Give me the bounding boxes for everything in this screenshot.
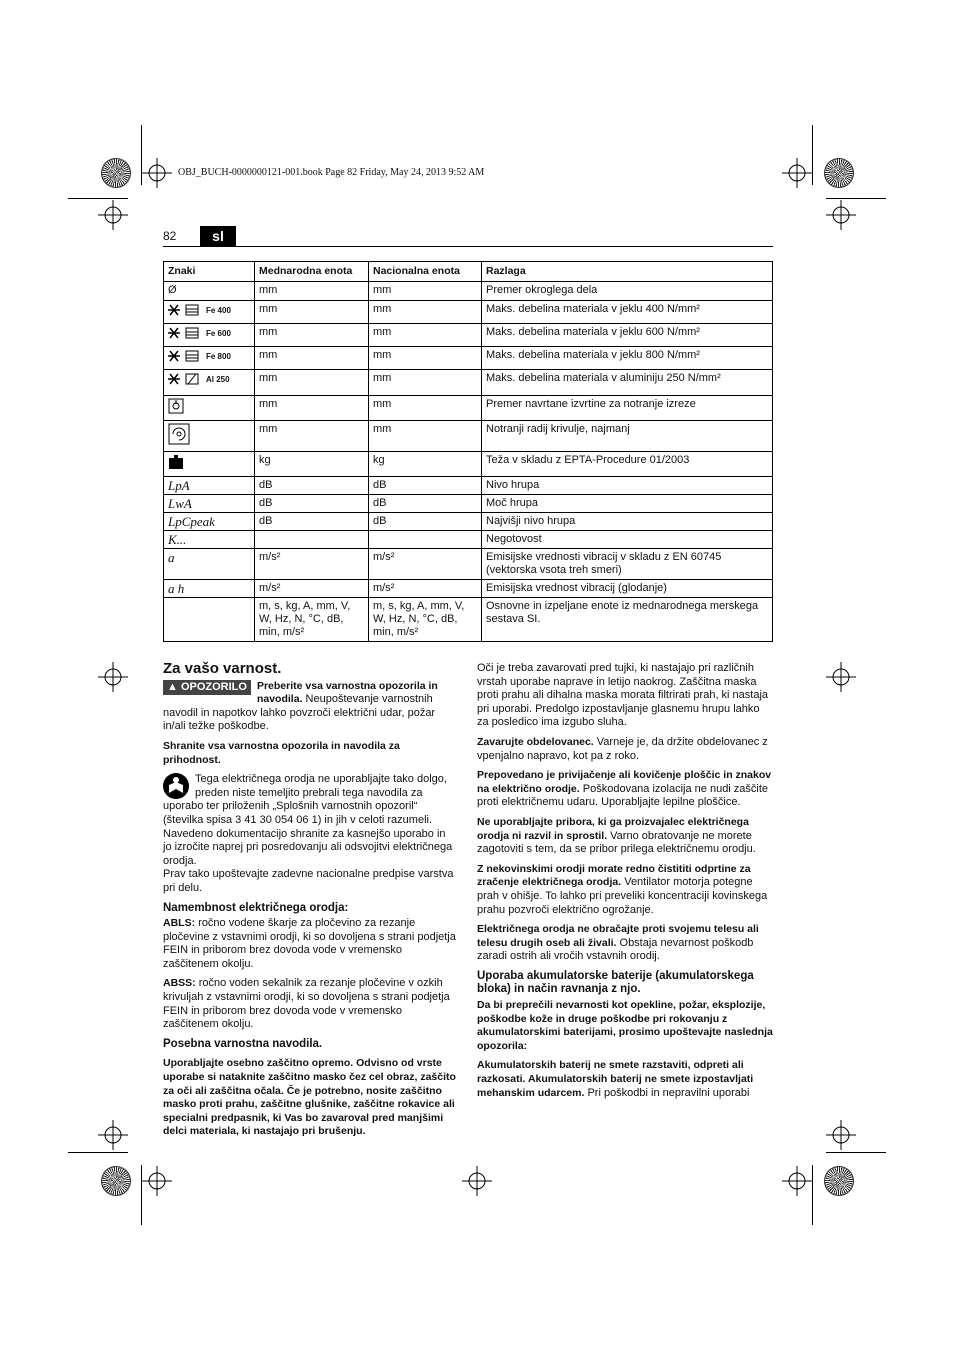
registration-mark-icon — [142, 1166, 172, 1196]
paragraph — [163, 917, 457, 971]
table-cell: m/s² — [369, 549, 482, 580]
page-number: 82 — [163, 229, 177, 243]
paragraph — [163, 977, 457, 1031]
table-cell: Nivo hrupa — [482, 477, 773, 495]
text: Ventilator motorja potegne prah v ohišje. To lahko pri preveliki koncentraciji kovinskega prahu pozvroči električno ogrožanje. — [477, 876, 768, 916]
subheading: Posebna varnostna navodila. — [163, 1037, 323, 1050]
right-column — [477, 662, 773, 1106]
table-cell: Negotovost — [482, 531, 773, 549]
weight-icon — [168, 454, 184, 470]
table-cell: Maks. debelina materiala v jeklu 400 N/mm² — [482, 301, 773, 324]
left-column — [163, 662, 457, 1145]
cut-thickness-icon — [168, 326, 202, 340]
paragraph: Prav tako upoštevajte zadevne nacionalne predpise varstva pri delu. — [163, 868, 454, 894]
table-cell: mm — [255, 421, 369, 452]
text: ročno voden sekalnik za rezanje pločevine v ozkih krivuljah z vstavnimi orodji, ki so dovoljena s strani podjetja FEIN in priborom brez dovoda vode v vremensko zaščitenem okolju. — [163, 977, 450, 1031]
table-cell: dB — [255, 495, 369, 513]
file-info-line: OBJ_BUCH-0000000121-001.book Page 82 Friday, May 24, 2013 9:52 AM — [178, 167, 485, 178]
text: Poškodovana izolacija ne nudi zaščite proti električnemu udaru. Uporabljajte lepilne ploščice. — [477, 782, 769, 809]
table-cell: mm — [255, 324, 369, 347]
bold-text: Akumulatorskih baterij ne smete razstaviti, odpreti ali razkosati. Akumulatorskih baterij ne smete izpostavljati mehanskim udarcem. — [477, 1059, 754, 1099]
table-row — [164, 421, 773, 452]
registration-mark-icon — [98, 1120, 128, 1150]
table-cell: mm — [369, 324, 482, 347]
symbol-label: Fe 600 — [206, 328, 231, 338]
column-header: Mednarodna enota — [255, 262, 369, 282]
text: ročno vodene škarje za pločevino za rezanje pločevine z vstavnimi orodji, ki so dovoljena s strani podjetja FEIN in priborom brez dovoda vode v vremensko zaščitenem okolju. — [163, 917, 456, 970]
paragraph — [163, 680, 457, 734]
read-manual-icon — [163, 773, 189, 799]
symbol-cell: LpCpeak — [164, 513, 255, 531]
subheading: Namembnost električnega orodja: — [163, 901, 349, 914]
table-cell: Moč hrupa — [482, 495, 773, 513]
table-cell: mm — [369, 282, 482, 301]
text: Neupoštevanje varnostnih navodil in napotkov lahko povzroči električni udar, požar in/ali težke poškodbe. — [163, 693, 436, 733]
color-disc-icon — [101, 1166, 131, 1196]
warning-triangle-icon: ▲ — [167, 680, 178, 693]
table-cell: Maks. debelina materiala v jeklu 800 N/mm² — [482, 347, 773, 370]
bold-text: ABSS: — [163, 977, 196, 990]
symbol-cell — [164, 324, 255, 347]
registration-mark-icon — [782, 1166, 812, 1196]
symbol-label: Al 250 — [206, 374, 230, 384]
crop-mark — [812, 125, 813, 185]
column-header: Razlaga — [482, 262, 773, 282]
table-cell: dB — [255, 477, 369, 495]
registration-mark-icon — [826, 662, 856, 692]
table-cell: dB — [369, 495, 482, 513]
crop-mark — [826, 198, 886, 199]
table-cell: mm — [369, 421, 482, 452]
symbols-table — [163, 261, 773, 642]
table-row — [164, 477, 773, 495]
symbol-cell: LpA — [164, 477, 255, 495]
text: Tega električnega orodja ne uporabljajte tako dolgo, preden niste temeljito prebrali tega navodila za uporabo ter priloženih „Splošnih varnostnih opozoril“ (številka spisa 3 41 30 054 06 1) in jih v celoti razumeli. Navedeno dokumentacijo shranite za kasnejšo uporabo in jo izročite naprej pri posredovanju ali odsvojitvi električnega orodja. — [163, 773, 453, 867]
registration-mark-icon — [142, 158, 172, 188]
registration-mark-icon — [826, 200, 856, 230]
symbol-cell — [164, 301, 255, 324]
table-cell: Najvišji nivo hrupa — [482, 513, 773, 531]
crop-mark — [812, 1165, 813, 1225]
table-row — [164, 370, 773, 396]
symbol-cell: K... — [164, 531, 255, 549]
text: Varno obratovanje ne morete zagotoviti s tem, da se pribor prilega električnemu orodju. — [477, 829, 756, 856]
table-cell: Premer navrtane izvrtine za notranje izreze — [482, 396, 773, 421]
subheading: Uporaba akumulatorske baterije (akumulatorskega bloka) in način ravnanja z njo. — [477, 969, 754, 996]
header-rule — [163, 246, 773, 247]
bold-text: Zavarujte obdelovanec. — [477, 735, 594, 748]
paragraph — [477, 1059, 773, 1100]
table-cell: Notranji radij krivulje, najmanj — [482, 421, 773, 452]
table-row — [164, 598, 773, 642]
warning-badge — [163, 680, 251, 696]
text: Varneje je, da držite obdelovanec z vpenjalno napravo, kot pa z roko. — [477, 735, 768, 762]
symbol-cell — [164, 598, 255, 642]
paragraph: Uporabljajte osebno zaščitno opremo. Odvisno od vrste uporabe si nataknite zaščitno masko čez cel obraz, zaščito za oči ali zaščitna očala. Če je potrebno, nosite zaščitno masko proti prahu, zaščitne glušnike, zaščitne rokavice ali specialni predpasnik, ki Vas bo zavaroval pred manjšimi delci materiala, ki nastajajo pri brušenju. — [163, 1057, 456, 1138]
bold-text: Z nekovinskimi orodji morate redno čistititi odprtine za zračenje električnega orodja. — [477, 862, 751, 889]
drill-hole-icon — [168, 398, 184, 414]
table-cell: m/s² — [369, 580, 482, 598]
column-header: Znaki — [164, 262, 255, 282]
paragraph — [477, 736, 773, 763]
table-row — [164, 495, 773, 513]
table-row — [164, 513, 773, 531]
table-row — [164, 396, 773, 421]
table-cell: m/s² — [255, 549, 369, 580]
paragraph — [163, 773, 457, 868]
table-cell: Emisijska vrednost vibracij (glodanje) — [482, 580, 773, 598]
bold-text: Električnega orodja ne obračajte proti svojemu telesu ali telesu drugih oseb ali živali. — [477, 923, 759, 949]
table-cell: Maks. debelina materiala v jeklu 600 N/mm² — [482, 324, 773, 347]
symbol-cell — [164, 396, 255, 421]
paragraph: Oči je treba zavarovati pred tujki, ki nastajajo pri različnih vrstah uporabe naprave in letijo naokrog. Zaščitna maska proti prahu ali dihalna maska morata filtrirati prah, ki nastaja pri uporabi. Predolgo izpostavljanje glasnemu hrupu lahko za posledico ima izgubo sluha. — [477, 662, 769, 729]
registration-mark-icon — [826, 1120, 856, 1150]
table-cell: Emisijske vrednosti vibracij v skladu z EN 60745 (vektorska vsota treh smeri) — [482, 549, 773, 580]
paragraph — [477, 769, 773, 810]
table-cell: dB — [255, 513, 369, 531]
section-title: Za vašo varnost. — [163, 660, 282, 677]
registration-mark-icon — [782, 158, 812, 188]
table-cell: m/s² — [255, 580, 369, 598]
table-cell: mm — [369, 370, 482, 396]
symbol-cell — [164, 347, 255, 370]
color-disc-icon — [824, 1166, 854, 1196]
symbol-cell — [164, 370, 255, 396]
bold-text: Prepovedano je privijačenje ali kovičenje ploščic in znakov na električno orodje. — [477, 769, 772, 795]
table-cell: m, s, kg, A, mm, V, W, Hz, N, °C, dB, min, m/s² — [255, 598, 369, 642]
table-cell — [369, 531, 482, 549]
paragraph — [477, 816, 773, 857]
table-cell: mm — [369, 396, 482, 421]
crop-mark — [826, 1152, 886, 1153]
table-cell: mm — [255, 301, 369, 324]
symbol-cell — [164, 452, 255, 477]
table-cell: kg — [369, 452, 482, 477]
table-row — [164, 580, 773, 598]
symbol-cell: a — [164, 549, 255, 580]
table-row — [164, 324, 773, 347]
registration-mark-icon — [98, 662, 128, 692]
table-cell: dB — [369, 477, 482, 495]
table-cell: mm — [369, 347, 482, 370]
symbol-cell: LwA — [164, 495, 255, 513]
warning-label: OPOZORILO — [180, 680, 247, 693]
table-cell: mm — [369, 301, 482, 324]
column-header: Nacionalna enota — [369, 262, 482, 282]
table-cell: m, s, kg, A, mm, V, W, Hz, N, °C, dB, min, m/s² — [369, 598, 482, 642]
table-row — [164, 282, 773, 301]
table-row — [164, 347, 773, 370]
crop-mark — [68, 198, 128, 199]
crop-mark — [68, 1152, 128, 1153]
table-row — [164, 452, 773, 477]
paragraph: Da bi preprečili nevarnosti kot opekline, požar, eksplozije, poškodbe kože in druge poškodbe pri rokovanju z akumulatorskimi baterijami, prosimo upoštevajte naslednja opozorila: — [477, 999, 773, 1052]
paragraph: Shranite vsa varnostna opozorila in navodila za prihodnost. — [163, 739, 400, 766]
cut-thickness-icon — [168, 349, 202, 363]
table-cell: dB — [369, 513, 482, 531]
symbol-label: Fe 800 — [206, 351, 231, 361]
table-cell: Premer okroglega dela — [482, 282, 773, 301]
symbol-cell: Ø — [164, 282, 255, 301]
cut-thickness-icon — [168, 303, 202, 317]
table-cell: Maks. debelina materiala v aluminiju 250 N/mm² — [482, 370, 773, 396]
bold-text: ABLS: — [163, 917, 196, 930]
table-cell: Osnovne in izpeljane enote iz mednarodnega merskega sestava SI. — [482, 598, 773, 642]
table-cell: mm — [255, 370, 369, 396]
color-disc-icon — [824, 158, 854, 188]
color-disc-icon — [101, 158, 131, 188]
table-header-row — [164, 262, 773, 282]
table-cell: Teža v skladu z EPTA-Procedure 01/2003 — [482, 452, 773, 477]
cut-thickness-icon — [168, 372, 202, 386]
table-row — [164, 549, 773, 580]
registration-mark-icon — [98, 200, 128, 230]
bold-text: Ne uporabljajte pribora, ki ga proizvajalec električnega orodja ni razvil in sprostil. — [477, 815, 749, 842]
text: Obstaja nevarnost poškodb zaradi ostrih ali vročih vstavnih orodij. — [477, 936, 754, 963]
paragraph — [477, 863, 773, 917]
table-row — [164, 301, 773, 324]
table-cell: mm — [255, 396, 369, 421]
symbol-cell — [164, 421, 255, 452]
table-cell: mm — [255, 347, 369, 370]
symbol-label: Fe 400 — [206, 305, 231, 315]
paragraph — [477, 923, 773, 964]
table-cell: kg — [255, 452, 369, 477]
registration-mark-icon — [462, 1166, 492, 1196]
table-cell — [255, 531, 369, 549]
symbol-cell: a h — [164, 580, 255, 598]
table-cell: mm — [255, 282, 369, 301]
language-badge: sl — [200, 226, 236, 246]
bold-text: Preberite vsa varnostna opozorila in navodila. — [256, 679, 438, 706]
curve-radius-icon — [168, 423, 190, 445]
table-row — [164, 531, 773, 549]
text: Pri poškodbi in nepravilni uporabi — [584, 1086, 750, 1099]
